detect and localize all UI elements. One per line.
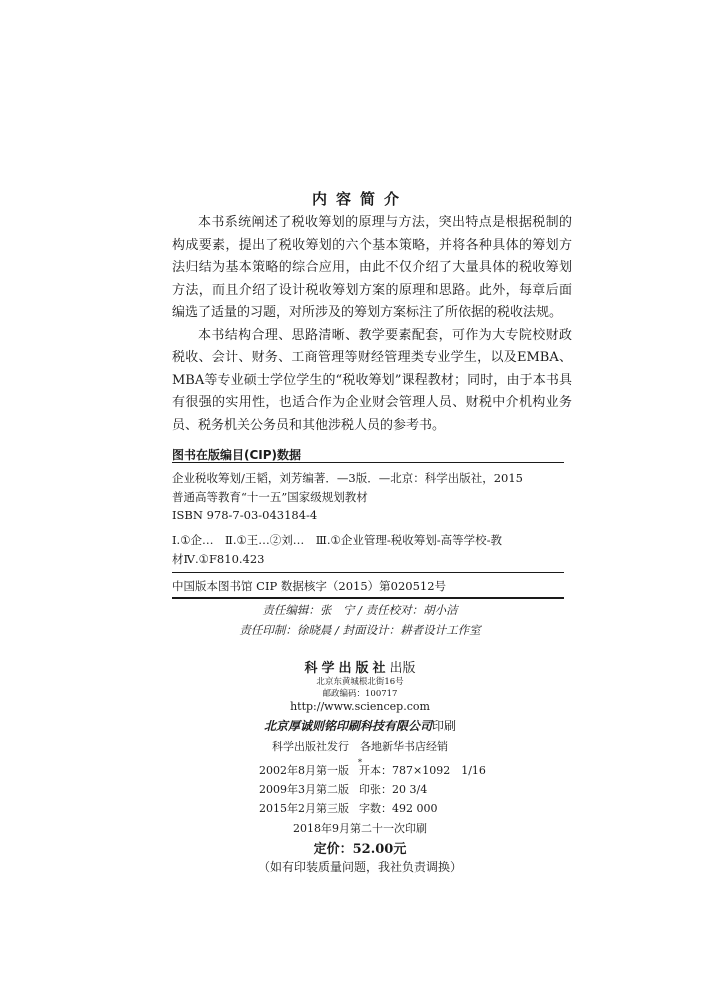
replacement-note: （如有印装质量问题，我社负责调换） — [257, 860, 462, 874]
cip-bibliographic-line: 企业税收筹划/王韬，刘芳编著．—3版．—北京：科学出版社，2015 — [172, 471, 523, 485]
credits-production: 责任印制：徐晓晨 / 封面设计：耕者设计工作室 — [239, 623, 481, 637]
intro-paragraph: 本书系统阐述了税收筹划的原理与方法，突出特点是根据税制的构成要素，提出了税收筹划的六个基本策略，并将各种具体的筹划方法归结为基本策略的综合应用，由此不仅介绍了大量具体的税收筹划方法，而且介绍了设计税收筹划方案的原理和思路。此外，每章后面编选了适量的习题，对所涉及的筹划方案标注了所依据的税收法规。 — [172, 215, 572, 320]
intro-paragraph: 本书结构合理、思路清晰、教学要素配套，可作为大专院校财政税收、会计、财务、工商管理等财经管理类专业学生，以及EMBA、MBA等专业硕士学位学生的“税收筹划”课程教材；同时，由于本书具有很强的实用性，也适合作为企业财会管理人员、财税中介机构业务员、税务机关公务员和其他涉税人员的参考书。 — [172, 327, 572, 433]
publisher-name: 科学出版社出版 — [304, 661, 416, 676]
publisher-postcode: 邮政编码：100717 — [322, 689, 398, 699]
edition-line: 2009年3月第二版 印张：20 3/4 — [259, 783, 428, 796]
publisher-address: 北京东黄城根北街16号 — [316, 677, 404, 687]
cip-verification: 中国版本图书馆 CIP 数据核字（2015）第020512号 — [172, 579, 447, 593]
printer-name: 北京厚诚则铭印刷科技有限公司印刷 — [263, 719, 457, 733]
cip-series-line: 普通高等教育“十一五”国家级规划教材 — [172, 490, 368, 504]
separator-star: * — [357, 758, 363, 768]
publisher-block — [0, 657, 720, 769]
edition-line: 2002年8月第一版 开本：787×1092 1/16 — [259, 764, 486, 777]
print-run: 2018年9月第二十一次印刷 — [293, 822, 427, 835]
edition-line: 2015年2月第三版 字数：492 000 — [259, 802, 438, 815]
divider — [172, 572, 564, 573]
cip-isbn: ISBN 978-7-03-043184-4 — [172, 508, 318, 522]
intro-summary — [172, 212, 572, 437]
distribution-line: 科学出版社发行 各地新华书店经销 — [272, 740, 448, 753]
credits-editors: 责任编辑：张 宁 / 责任校对：胡小洁 — [262, 603, 458, 617]
price: 定价：52.00元 — [313, 842, 407, 857]
cip-classification-cont: 材Ⅳ.①F810.423 — [172, 552, 265, 566]
publisher-url: http://www.sciencep.com — [290, 700, 430, 713]
cip-classification: Ⅰ.①企… Ⅱ.①王…②刘… Ⅲ.①企业管理-税收筹划-高等学校-教 — [172, 533, 502, 547]
intro-title: 内容简介 — [311, 190, 408, 208]
divider — [172, 597, 564, 599]
divider — [172, 462, 564, 463]
cip-heading: 图书在版编目(CIP)数据 — [172, 448, 302, 462]
